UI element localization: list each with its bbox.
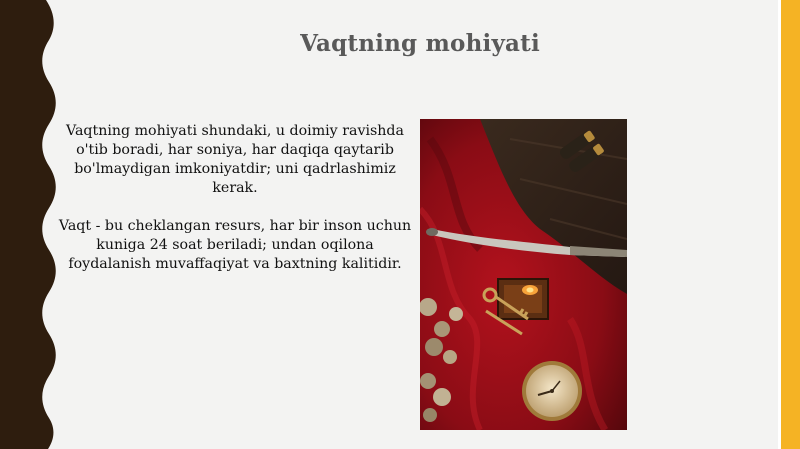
paragraph-2: Vaqt - bu cheklangan resurs, har bir inson uchun kuniga 24 soat beriladi; undan oqilona foydalanish muvaffaqiyat va baxtning kalitidir.	[58, 218, 412, 272]
still-life-photo	[420, 119, 627, 430]
accent-stripe	[781, 0, 800, 449]
paragraph-1: Vaqtning mohiyati shundaki, u doimiy ravishda o'tib boradi, har soniya, har daqiqa qaytarib bo'lmaydigan imkoniyatdir; uni qadrlashimiz kerak.	[66, 123, 404, 196]
slide-title: Vaqtning mohiyati	[300, 30, 540, 57]
slide-body	[55, 122, 415, 274]
